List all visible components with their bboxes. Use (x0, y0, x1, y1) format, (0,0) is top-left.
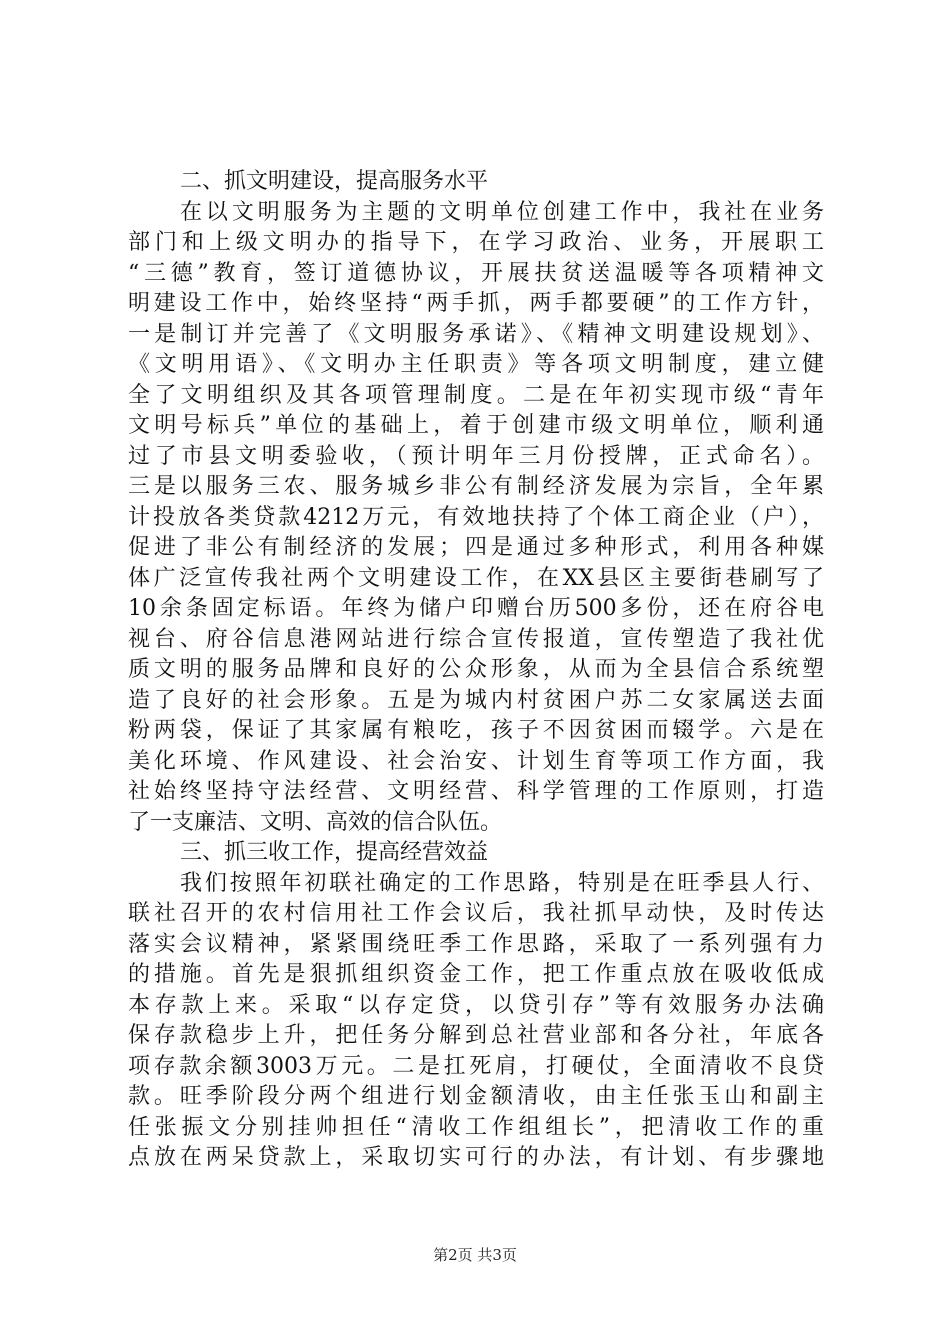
section-heading: 三、抓三收工作，提高经营效益 (180, 840, 489, 865)
text-line: 点放在两呆贷款上，采取切实可行的办法，有计划、有步骤地 (128, 1145, 824, 1170)
text-line: 过了市县文明委验收，（预计明年三月份授牌，正式命名）。 (128, 443, 824, 469)
page-number-label: 第2页 共3页 (433, 1246, 517, 1264)
section-heading: 二、抓文明建设，提高服务水平 (180, 169, 489, 194)
text-line: 文明号标兵”单位的基础上，着于创建市级文明单位，顺利通 (128, 413, 824, 438)
text-line: 保存款稳步上升，把任务分解到总社营业部和各分社，年底各 (128, 1023, 824, 1048)
text-line: 粉两袋，保证了其家属有粮吃，孩子不因贫困而辍学。六是在 (128, 718, 824, 743)
text-line: 促进了非公有制经济的发展；四是通过多种形式，利用各种媒 (128, 535, 824, 560)
text-line: 社始终坚持守法经营、文明经营、科学管理的工作原则，打造 (128, 779, 824, 804)
text-line: 任张振文分别挂帅担任“清收工作组组长”，把清收工作的重 (128, 1114, 824, 1140)
text-line: 美化环境、作风建设、社会治安、计划生育等项工作方面，我 (128, 748, 824, 774)
text-line: 部门和上级文明办的指导下，在学习政治、业务，开展职工 (128, 230, 824, 255)
text-line: 全了文明组织及其各项管理制度。二是在年初实现市级“青年 (128, 382, 824, 408)
text-line: 项存款余额3003万元。二是扛死肩，打硬仗，全面清收不良贷 (128, 1053, 824, 1079)
page-footer (0, 1244, 950, 1265)
text-line: 了一支廉洁、文明、高效的信合队伍。 (128, 809, 503, 835)
text-line: 明建设工作中，始终坚持“两手抓，两手都要硬”的工作方针， (128, 291, 824, 316)
text-line: 联社召开的农村信用社工作会议后，我社抓早动快，及时传达 (128, 901, 824, 926)
text-line: 质文明的服务品牌和良好的公众形象，从而为全县信合系统塑 (128, 657, 824, 682)
text-line: 一是制订并完善了《文明服务承诺》、《精神文明建设规划》、 (128, 321, 824, 347)
text-line: 10余条固定标语。年终为储户印赠台历500多份，还在府谷电 (128, 596, 824, 621)
text-line: 我们按照年初联社确定的工作思路，特别是在旺季县人行、 (180, 870, 824, 896)
text-line: 《文明用语》、《文明办主任职责》等各项文明制度，建立健 (128, 352, 824, 377)
text-line: 落实会议精神，紧紧围绕旺季工作思路，采取了一系列强有力 (128, 931, 824, 957)
text-line: 在以文明服务为主题的文明单位创建工作中，我社在业务 (180, 199, 824, 225)
text-line: 造了良好的社会形象。五是为城内村贫困户苏二女家属送去面 (128, 687, 824, 713)
text-line: 的措施。首先是狠抓组织资金工作，把工作重点放在吸收低成 (128, 962, 824, 987)
text-line: 视台、府谷信息港网站进行综合宣传报道，宣传塑造了我社优 (128, 626, 824, 652)
text-line: 本存款上来。采取“以存定贷，以贷引存”等有效服务办法确 (128, 992, 824, 1018)
text-line: 三是以服务三农、服务城乡非公有制经济发展为宗旨，全年累 (128, 474, 824, 499)
text-line: 计投放各类贷款4212万元，有效地扶持了个体工商企业（户）， (128, 504, 824, 530)
text-line: 体广泛宣传我社两个文明建设工作，在XX县区主要街巷刷写了 (128, 565, 824, 591)
document-body (128, 167, 824, 1174)
text-line: 款。旺季阶段分两个组进行划金额清收，由主任张玉山和副主 (128, 1084, 824, 1109)
text-line: “三德”教育，签订道德协议，开展扶贫送温暖等各项精神文 (128, 260, 824, 286)
